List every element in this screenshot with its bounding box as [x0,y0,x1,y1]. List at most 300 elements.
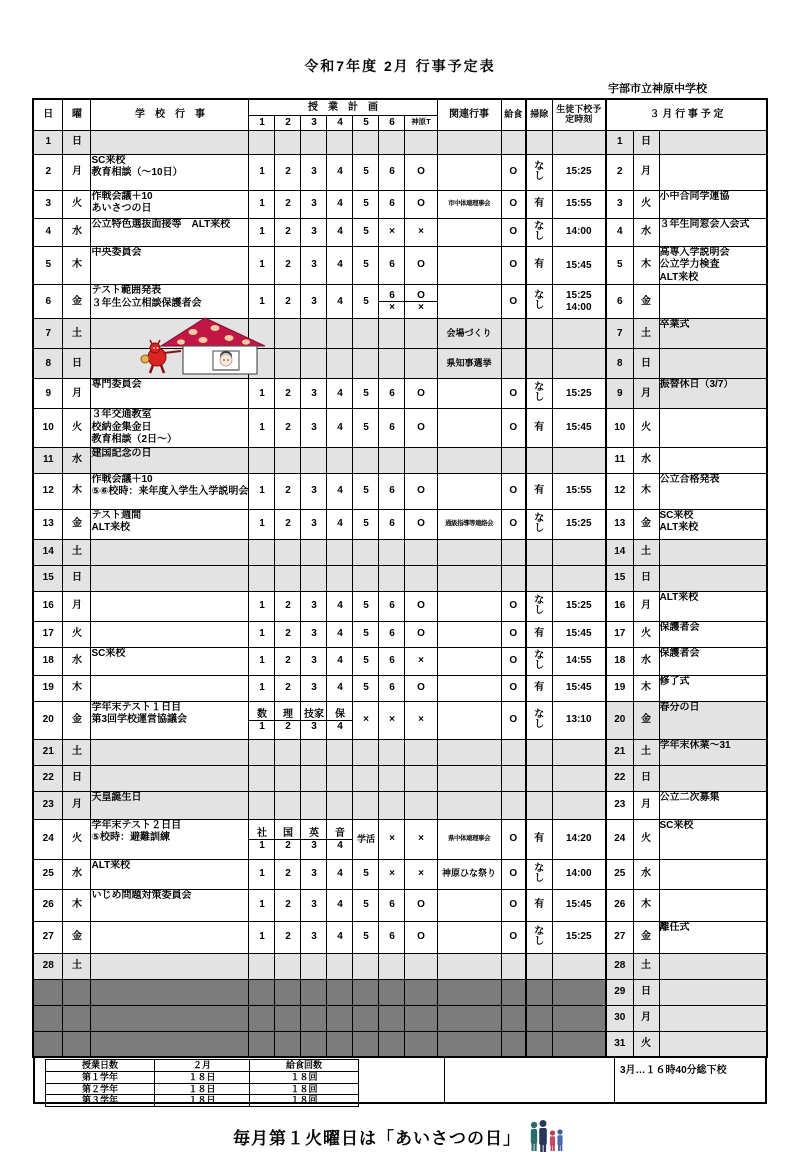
mar-event-cell: SC来校 ALT来校 [659,509,767,539]
mar-day-cell: 4 [606,218,633,246]
dismissal-time-cell: 15:55 [552,473,606,509]
schedule-row [33,539,767,565]
feb-event-cell: 天皇誕生日 [91,791,249,819]
period-cell: 5 [353,409,379,448]
class-days-cell: １８回 [250,1083,359,1095]
mar-event-cell [659,349,767,379]
feb-day-cell: 12 [33,473,63,509]
dismissal-time-cell: 15:25 [552,379,606,409]
period-cell: × [379,859,405,889]
schedule-row [33,319,767,349]
schedule-row [33,246,767,285]
period-cell [379,565,405,591]
related-event-cell [437,953,501,979]
cleaning-cell: なし [526,921,552,953]
schedule-row [33,889,767,921]
period-cell: 5 [353,859,379,889]
feb-day-cell: 2 [33,154,63,190]
period-cell [405,739,437,765]
period-cell: 4 [327,218,353,246]
cleaning-cell: なし [526,218,552,246]
period-cell [249,979,275,1005]
feb-weekday-cell [63,979,91,1005]
mar-event-cell: 春分の日 [659,701,767,739]
period-cell [275,130,301,154]
header-period-4: 4 [327,115,353,130]
class-days-cell: 授業日数 [46,1060,155,1072]
period-cell: × [379,218,405,246]
feb-weekday-cell: 月 [63,379,91,409]
feb-day-cell: 23 [33,791,63,819]
feb-event-cell [91,953,249,979]
related-event-cell: 会場づくり [437,319,501,349]
mar-day-cell: 13 [606,509,633,539]
feb-day-cell: 7 [33,319,63,349]
class-days-cell: １８回 [250,1071,359,1083]
period-cell: 2 [275,591,301,621]
period-cell [405,979,437,1005]
cleaning-cell: なし [526,379,552,409]
period-cell: 5 [353,921,379,953]
schedule-row [33,409,767,448]
period-cell: 6 [379,409,405,448]
schedule-row [33,379,767,409]
related-event-cell: 市中体連理事会 [437,190,501,218]
period-cell: 2 [275,218,301,246]
schedule-row [33,819,767,859]
period-cell [379,447,405,473]
period-cell: 2 [275,154,301,190]
feb-day-cell: 3 [33,190,63,218]
mar-weekday-cell: 火 [633,621,659,647]
feb-event-cell: いじめ問題対策委員会 [91,889,249,921]
feb-event-cell [91,1031,249,1057]
mar-weekday-cell: 月 [633,1005,659,1031]
period-cell: 学活 [353,819,379,859]
period-cell [301,447,327,473]
period-cell: 3 [301,647,327,675]
feb-event-cell: 中央委員会 [91,246,249,285]
class-days-cell: １８日 [155,1071,250,1083]
feb-weekday-cell [63,1031,91,1057]
period-cell: 1 [249,218,275,246]
feb-event-cell [91,739,249,765]
dismissal-time-cell: 14:20 [552,819,606,859]
schedule-row [33,921,767,953]
period-cell [405,791,437,819]
period-cell [249,130,275,154]
lunch-cell [501,1005,526,1031]
feb-day-cell: 4 [33,218,63,246]
mar-weekday-cell: 金 [633,701,659,739]
dismissal-time-cell [552,1031,606,1057]
period-cell: 技家 3 [301,701,327,739]
period-cell: 国 2 [275,819,301,859]
feb-weekday-cell [63,1005,91,1031]
schedule-row [33,621,767,647]
mar-weekday-cell: 月 [633,379,659,409]
period-cell [405,539,437,565]
mar-event-cell [659,1005,767,1031]
header-period-3: 3 [301,115,327,130]
mar-day-cell: 31 [606,1031,633,1057]
lunch-cell [501,349,526,379]
feb-day-cell: 19 [33,675,63,701]
feb-day-cell [33,979,63,1005]
mar-weekday-cell: 木 [633,473,659,509]
mar-day-cell: 11 [606,447,633,473]
family-greeting-icon [527,1120,567,1152]
schedule-row [33,285,767,319]
period-cell [301,979,327,1005]
schedule-row [33,859,767,889]
mar-event-cell: ALT来校 [659,591,767,621]
dismissal-time-cell: 15:55 [552,190,606,218]
period-cell: 5 [353,621,379,647]
feb-weekday-cell: 火 [63,621,91,647]
dismissal-time-cell [552,565,606,591]
feb-event-cell [91,675,249,701]
period-cell: O [405,921,437,953]
period-cell: 6 [379,246,405,285]
period-cell: O [405,889,437,921]
mar-event-cell: 小中合同学運協 [659,190,767,218]
feb-day-cell [33,1005,63,1031]
mar-day-cell: 18 [606,647,633,675]
period-cell: 5 [353,647,379,675]
mar-event-cell: SC来校 [659,819,767,859]
schedule-row [33,591,767,621]
period-cell: 5 [353,154,379,190]
period-cell [379,349,405,379]
dismissal-time-cell: 15:45 [552,246,606,285]
lunch-cell: O [501,218,526,246]
schedule-row [33,447,767,473]
mar-day-cell: 9 [606,379,633,409]
schedule-table [32,98,768,1058]
period-cell: 6 [379,591,405,621]
related-event-cell [437,791,501,819]
period-cell: × [379,701,405,739]
header-weekday: 曜 [63,99,91,130]
mar-day-cell: 27 [606,921,633,953]
dismissal-time-cell [552,447,606,473]
lunch-cell [501,791,526,819]
class-days-cell: 給食回数 [250,1060,359,1072]
mar-event-cell [659,539,767,565]
related-event-cell [437,739,501,765]
feb-weekday-cell: 日 [63,130,91,154]
feb-day-cell: 9 [33,379,63,409]
mar-event-cell [659,285,767,319]
period-cell: O [405,190,437,218]
caption-text: 毎月第１火曜日は「あいさつの日」 [233,1128,521,1148]
period-cell [327,765,353,791]
period-cell [327,447,353,473]
class-days-cell: １８日 [155,1083,250,1095]
lunch-cell: O [501,379,526,409]
feb-day-cell: 22 [33,765,63,791]
period-cell: × [405,218,437,246]
feb-event-cell: 作戦会議＋10 あいさつの日 [91,190,249,218]
cleaning-cell: なし [526,647,552,675]
related-event-cell [437,701,501,739]
class-days-cell: 第３学年 [46,1095,155,1107]
cleaning-cell: なし [526,285,552,319]
feb-event-cell [91,979,249,1005]
lunch-cell: O [501,647,526,675]
feb-day-cell: 5 [33,246,63,285]
period-cell [405,447,437,473]
cleaning-cell: 有 [526,889,552,921]
feb-weekday-cell: 日 [63,765,91,791]
period-cell [327,791,353,819]
lunch-cell: O [501,409,526,448]
period-cell [301,1005,327,1031]
lunch-cell: O [501,154,526,190]
mar-event-cell [659,447,767,473]
mar-event-cell: ３年生同窓会入会式 [659,218,767,246]
period-cell [301,349,327,379]
mar-day-cell: 5 [606,246,633,285]
period-cell [275,539,301,565]
cleaning-cell [526,765,552,791]
mar-day-cell: 8 [606,349,633,379]
class-days-row [46,1071,359,1083]
header-period-6: 6 [379,115,405,130]
period-cell: 4 [327,473,353,509]
feb-day-cell: 24 [33,819,63,859]
period-cell: 3 [301,246,327,285]
period-cell [327,739,353,765]
mar-day-cell: 21 [606,739,633,765]
period-cell: 1 [249,246,275,285]
lunch-cell: O [501,285,526,319]
period-cell [327,565,353,591]
feb-weekday-cell: 金 [63,921,91,953]
dismissal-time-cell [552,979,606,1005]
period-cell: 2 [275,473,301,509]
period-cell: 5 [353,379,379,409]
lunch-cell [501,1031,526,1057]
period-cell [301,319,327,349]
period-cell: 1 [249,190,275,218]
lunch-cell [501,739,526,765]
mar-event-cell [659,859,767,889]
period-cell: 3 [301,473,327,509]
period-cell [301,565,327,591]
cleaning-cell: 有 [526,246,552,285]
related-event-cell [437,765,501,791]
header-period-2: 2 [275,115,301,130]
period-cell [249,447,275,473]
period-cell: 4 [327,190,353,218]
header-period-kamibara-t: 神原T [405,115,437,130]
mar-event-cell [659,154,767,190]
period-cell [275,765,301,791]
feb-weekday-cell: 水 [63,859,91,889]
period-cell: 6 [379,154,405,190]
feb-day-cell: 17 [33,621,63,647]
dismissal-time-cell: 14:00 [552,218,606,246]
mar-weekday-cell: 木 [633,246,659,285]
period-cell [327,1005,353,1031]
lunch-cell [501,130,526,154]
schedule-row [33,509,767,539]
mar-day-cell: 28 [606,953,633,979]
period-cell: × [405,859,437,889]
mar-event-cell: 修了式 [659,675,767,701]
related-event-cell [437,889,501,921]
mar-weekday-cell: 火 [633,190,659,218]
cleaning-cell [526,539,552,565]
footer-left [35,1058,445,1106]
period-cell [379,739,405,765]
period-cell [275,319,301,349]
period-cell: 1 [249,379,275,409]
feb-day-cell: 21 [33,739,63,765]
mar-weekday-cell: 水 [633,859,659,889]
period-cell: 4 [327,409,353,448]
feb-event-cell [91,565,249,591]
period-cell: O [405,379,437,409]
period-cell: 2 [275,190,301,218]
cleaning-cell: なし [526,154,552,190]
period-cell: 6 [379,675,405,701]
related-event-cell [437,154,501,190]
mar-day-cell: 7 [606,319,633,349]
cleaning-cell: 有 [526,409,552,448]
period-cell [327,953,353,979]
period-cell: 1 [249,675,275,701]
related-event-cell [437,591,501,621]
period-cell: 4 [327,675,353,701]
period-cell: 3 [301,509,327,539]
period-cell [275,1005,301,1031]
dismissal-time-cell: 13:10 [552,701,606,739]
header-day: 日 [33,99,63,130]
cleaning-cell: 有 [526,473,552,509]
class-days-row [46,1083,359,1095]
period-cell: 2 [275,647,301,675]
mar-day-cell: 20 [606,701,633,739]
mar-day-cell: 14 [606,539,633,565]
dismissal-time-cell [552,539,606,565]
mar-weekday-cell: 水 [633,218,659,246]
header-lunch: 給食 [501,99,526,130]
period-cell [353,979,379,1005]
feb-weekday-cell: 金 [63,509,91,539]
period-cell: 3 [301,379,327,409]
cleaning-cell [526,791,552,819]
period-cell: × [405,647,437,675]
mar-weekday-cell: 木 [633,675,659,701]
mar-event-cell [659,409,767,448]
mar-weekday-cell: 金 [633,285,659,319]
dismissal-time-cell [552,130,606,154]
period-cell: 3 [301,591,327,621]
mar-weekday-cell: 日 [633,979,659,1005]
period-cell [249,765,275,791]
period-cell [353,1031,379,1057]
class-days-cell: 第１学年 [46,1071,155,1083]
mar-event-cell [659,889,767,921]
period-cell: 英 3 [301,819,327,859]
mar-weekday-cell: 日 [633,130,659,154]
feb-day-cell: 25 [33,859,63,889]
period-cell [327,349,353,379]
period-cell: 6 [379,621,405,647]
schedule-body [33,130,767,1057]
dismissal-time-cell: 14:00 [552,859,606,889]
mar-day-cell: 25 [606,859,633,889]
feb-event-cell [91,1005,249,1031]
cleaning-cell: 有 [526,621,552,647]
period-cell [301,739,327,765]
dismissal-time-cell: 15:45 [552,889,606,921]
period-cell: O [405,409,437,448]
period-cell [275,979,301,1005]
period-cell: 2 [275,379,301,409]
period-cell: O [405,473,437,509]
lunch-cell [501,447,526,473]
feb-event-cell: 学年末テスト２日目 ⑤校時：避難訓練 [91,819,249,859]
schedule-row [33,154,767,190]
mar-day-cell: 30 [606,1005,633,1031]
dismissal-time-cell [552,791,606,819]
period-cell: 6 [379,647,405,675]
period-cell [379,791,405,819]
schedule-row [33,190,767,218]
period-cell [379,1005,405,1031]
related-event-cell [437,1031,501,1057]
period-cell [405,319,437,349]
period-cell: O [405,154,437,190]
mar-day-cell: 6 [606,285,633,319]
related-event-cell [437,130,501,154]
schedule-row [33,953,767,979]
lunch-cell [501,979,526,1005]
feb-weekday-cell: 土 [63,319,91,349]
feb-weekday-cell: 土 [63,953,91,979]
period-cell [249,739,275,765]
period-cell [353,539,379,565]
related-event-cell [437,246,501,285]
schedule-row [33,130,767,154]
mar-event-cell [659,979,767,1005]
feb-weekday-cell: 土 [63,739,91,765]
period-cell [301,765,327,791]
period-cell: 4 [327,379,353,409]
class-days-cell: 第２学年 [46,1083,155,1095]
mar-weekday-cell: 土 [633,739,659,765]
march-dismissal-note: 3月…１６時40分総下校 [620,1065,727,1076]
period-cell: 保 4 [327,701,353,739]
lunch-cell: O [501,591,526,621]
mar-day-cell: 12 [606,473,633,509]
period-cell [379,953,405,979]
period-cell [301,1031,327,1057]
feb-weekday-cell: 木 [63,246,91,285]
feb-event-cell: ALT来校 [91,859,249,889]
period-cell [353,953,379,979]
related-event-cell [437,473,501,509]
period-cell [275,1031,301,1057]
feb-event-cell: ３年交通教室 校納金集金日 教育相談（2日～） [91,409,249,448]
header-school-events: 学 校 行 事 [91,99,249,130]
header-period-1: 1 [249,115,275,130]
dismissal-time-cell: 15:25 [552,591,606,621]
